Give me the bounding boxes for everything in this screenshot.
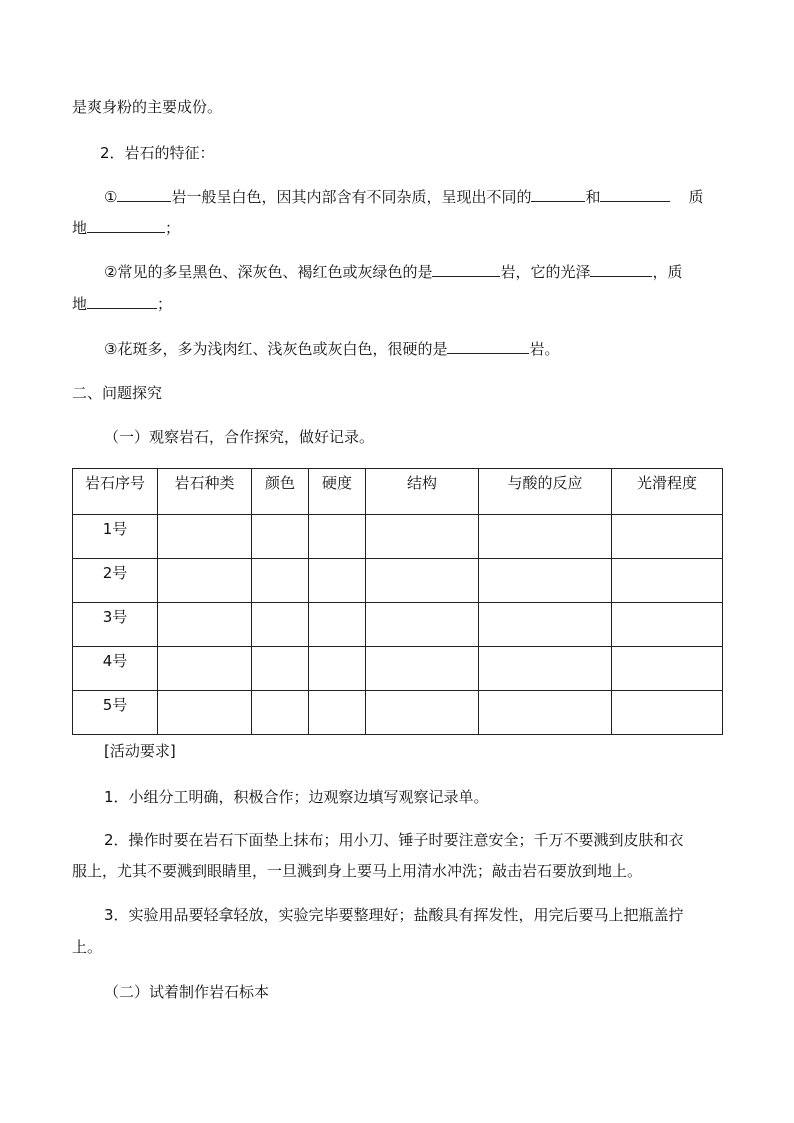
table-cell[interactable]: [309, 691, 366, 735]
table-row: [73, 515, 723, 559]
table-cell[interactable]: [612, 603, 723, 647]
blank-8[interactable]: [447, 338, 529, 354]
table-cell[interactable]: [252, 515, 309, 559]
part-2-heading: 二、问题探究: [72, 384, 163, 402]
table-cell[interactable]: [158, 515, 252, 559]
blank-3[interactable]: [600, 186, 670, 202]
table-cell[interactable]: [479, 603, 612, 647]
table-row: [73, 559, 723, 603]
table-row: [73, 691, 723, 735]
header-cell: 结构: [366, 469, 479, 515]
subsection-1-heading: （一）观察岩石，合作探究，做好记录。: [104, 428, 375, 446]
row-label: 1号: [73, 515, 158, 559]
table-cell[interactable]: [612, 515, 723, 559]
blank-4[interactable]: [87, 217, 165, 233]
row-label: 3号: [73, 603, 158, 647]
header-cell: 与酸的反应: [479, 469, 612, 515]
table-cell[interactable]: [252, 647, 309, 691]
table-cell[interactable]: [309, 647, 366, 691]
table-cell[interactable]: [612, 691, 723, 735]
row-label: 4号: [73, 647, 158, 691]
requirement-2-line-1: 2．操作时要在岩石下面垫上抹布；用小刀、锤子时要注意安全；千万不要溅到皮肤和衣: [104, 831, 684, 849]
table-row: [73, 647, 723, 691]
table-cell[interactable]: [158, 603, 252, 647]
table-cell[interactable]: [158, 559, 252, 603]
table-cell[interactable]: [479, 691, 612, 735]
table-cell[interactable]: [366, 515, 479, 559]
table-header-row: [73, 469, 723, 515]
row-label: 5号: [73, 691, 158, 735]
requirement-3-line-2: 上。: [72, 938, 103, 956]
header-cell: 岩石序号: [73, 469, 158, 515]
table-cell[interactable]: [366, 559, 479, 603]
requirement-1: 1．小组分工明确，积极合作；边观察边填写观察记录单。: [104, 788, 489, 806]
item-1-line-2: 地 ；: [72, 219, 181, 237]
table-cell[interactable]: [612, 647, 723, 691]
table-cell[interactable]: [479, 515, 612, 559]
activity-requirements-title: [活动要求]: [104, 742, 176, 760]
item-2-line-2: 地 ；: [72, 295, 173, 313]
table-cell[interactable]: [252, 691, 309, 735]
table-cell[interactable]: [252, 559, 309, 603]
requirement-3-line-1: 3．实验用品要轻拿轻放，实验完毕要整理好；盐酸具有挥发性，用完后要马上把瓶盖拧: [104, 906, 684, 924]
table-cell[interactable]: [309, 515, 366, 559]
blank-6[interactable]: [590, 261, 652, 277]
table-cell[interactable]: [612, 559, 723, 603]
table-cell[interactable]: [479, 559, 612, 603]
blank-7[interactable]: [87, 293, 157, 309]
table-cell[interactable]: [366, 691, 479, 735]
subsection-2-heading: （二）试着制作岩石标本: [104, 983, 270, 1001]
table-cell[interactable]: [366, 647, 479, 691]
item-1-line-1: ① 岩一般呈白色，因其内部含有不同杂质，呈现出不同的 和 质: [104, 188, 704, 206]
requirement-2-line-2: 服上，尤其不要溅到眼睛里，一旦溅到身上要马上用清水冲洗；敲击岩石要放到地上。: [72, 862, 643, 880]
rock-observation-table: [72, 468, 723, 735]
header-cell: 颜色: [252, 469, 309, 515]
row-label: 2号: [73, 559, 158, 603]
table-cell[interactable]: [252, 603, 309, 647]
table-row: [73, 603, 723, 647]
table-cell[interactable]: [158, 691, 252, 735]
intro-line: 是爽身粉的主要成份。: [72, 98, 223, 116]
header-cell: 硬度: [309, 469, 366, 515]
blank-5[interactable]: [432, 261, 500, 277]
blank-1[interactable]: [117, 186, 171, 202]
item-3-line: ③花斑多，多为浅肉红、浅灰色或灰白色，很硬的是 岩。: [104, 340, 560, 358]
header-cell: 光滑程度: [612, 469, 723, 515]
section-2-heading: 2．岩石的特征：: [100, 144, 215, 162]
table-cell[interactable]: [309, 603, 366, 647]
table-cell[interactable]: [309, 559, 366, 603]
table-cell[interactable]: [366, 603, 479, 647]
blank-2[interactable]: [531, 186, 585, 202]
header-cell: 岩石种类: [158, 469, 252, 515]
table-cell[interactable]: [158, 647, 252, 691]
table-cell[interactable]: [479, 647, 612, 691]
item-2-line-1: ②常见的多呈黑色、深灰色、褐红色或灰绿色的是 岩，它的光泽 ，质: [104, 263, 683, 281]
